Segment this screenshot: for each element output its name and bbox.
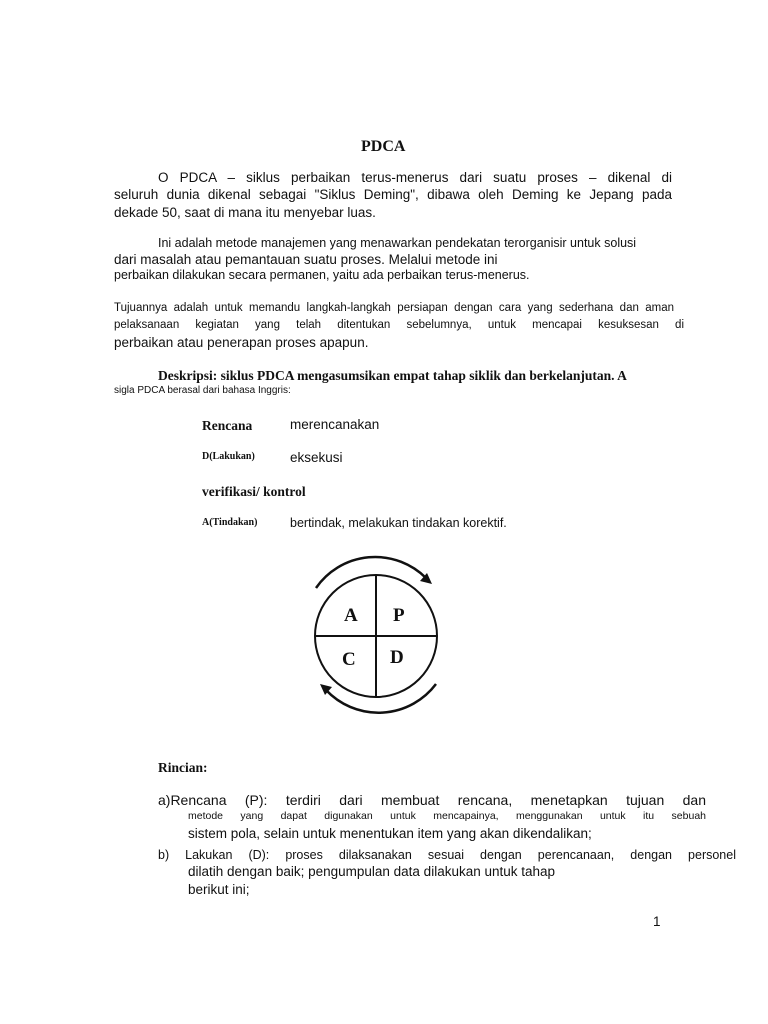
description-subline: sigla PDCA berasal dari bahasa Inggris: — [114, 385, 291, 396]
quadrant-a-label: A — [344, 605, 358, 626]
paragraph-3-line-1: Tujuannya adalah untuk memandu langkah-langkah persiapan dengan cara yang sederhana dan aman — [114, 302, 674, 314]
definition-meaning-act: bertindak, melakukan tindakan korektif. — [290, 516, 507, 530]
pdca-cycle-diagram — [286, 548, 466, 728]
rincian-a-line-3: sistem pola, selain untuk menentukan item yang akan dikendalikan; — [188, 826, 592, 841]
definition-term-check: verifikasi/ kontrol — [202, 484, 306, 499]
paragraph-1-line-2: seluruh dunia dikenal sebagai "Siklus Deming", dibawa oleh Deming ke Jepang pada — [114, 187, 672, 202]
definition-meaning-do: eksekusi — [290, 450, 343, 465]
page-number: 1 — [653, 914, 661, 929]
definition-term-do: D(Lakukan) — [202, 451, 255, 462]
bottom-cycle-arrow — [326, 684, 436, 713]
rincian-b-line-2: dilatih dengan baik; pengumpulan data dilakukan untuk tahap — [188, 864, 556, 879]
definition-term-plan: Rencana — [202, 418, 253, 433]
rincian-b-line-1: b) Lakukan (D): proses dilaksanakan sesuai dengan perencanaan, dengan personel — [158, 848, 736, 862]
top-cycle-arrow — [316, 557, 426, 588]
quadrant-p-label: P — [393, 605, 405, 626]
paragraph-2-line-3: perbaikan dilakukan secara permanen, yaitu ada perbaikan terus-menerus. — [114, 268, 530, 282]
paragraph-3-line-3: perbaikan atau penerapan proses apapun. — [114, 335, 369, 350]
description-heading: Deskripsi: siklus PDCA mengasumsikan empat tahap siklik dan berkelanjutan. A — [158, 368, 627, 383]
paragraph-2-line-1: Ini adalah metode manajemen yang menawarkan pendekatan terorganisir untuk solusi — [158, 236, 637, 250]
rincian-a-line-1: a)Rencana (P): terdiri dari membuat rencana, menetapkan tujuan dan — [158, 792, 706, 808]
paragraph-3-line-2: pelaksanaan kegiatan yang telah ditentukan sebelumnya, untuk mencapai kesuksesan di — [114, 319, 684, 331]
paragraph-1-line-3: dekade 50, saat di mana itu menyebar luas. — [114, 205, 376, 220]
paragraph-2-line-2: dari masalah atau pemantauan suatu proses. Melalui metode ini — [114, 252, 498, 267]
paragraph-1-line-1: O PDCA – siklus perbaikan terus-menerus dari suatu proses – dikenal di — [158, 170, 672, 185]
quadrant-c-label: C — [342, 649, 356, 670]
rincian-b-line-3: berikut ini; — [188, 882, 250, 897]
quadrant-d-label: D — [390, 647, 404, 668]
page-title: PDCA — [361, 138, 406, 155]
rincian-a-line-2: metode yang dapat digunakan untuk mencapainya, menggunakan untuk itu sebuah — [188, 810, 706, 822]
definition-meaning-plan: merencanakan — [290, 417, 380, 432]
rincian-heading: Rincian: — [158, 760, 208, 775]
definition-term-act: A(Tindakan) — [202, 517, 258, 528]
